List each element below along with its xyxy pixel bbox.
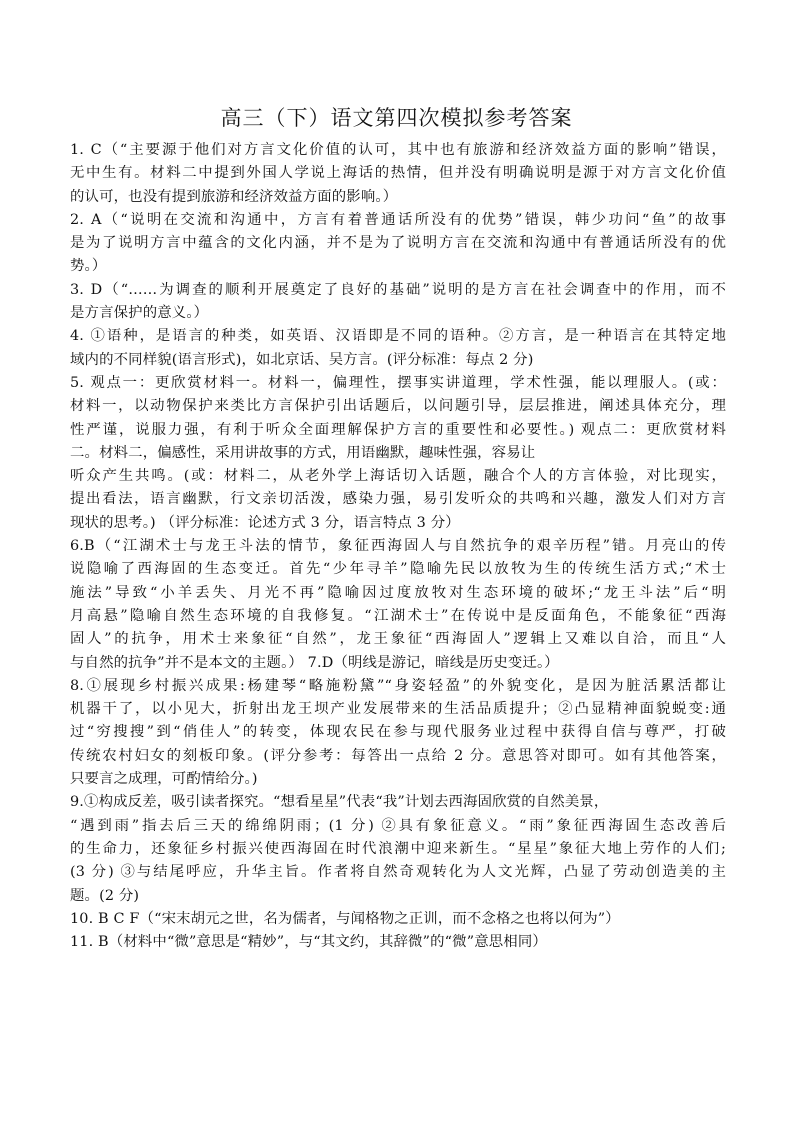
answer-line: 1. C（“主要源于他们对方言文化价值的认可，其中也有旅游和经济效益方面的影响”错误，: [70, 142, 726, 158]
answer-line: 现状的思考。) （评分标准：论述方式 3 分，语言特点 3 分）: [70, 514, 460, 531]
answer-line: 6.B（“江湖术士与龙王斗法的情节，象征西海固人与自然抗争的艰辛历程”错。月亮山的传: [70, 538, 726, 555]
answer-line: 11. B（材料中“微”意思是“精妙”，与“其文约，其辞微”的“微”意思相同）: [70, 934, 547, 951]
answer-line: 机器干了，以小见大，折射出龙王坝产业发展带来的生活品质提升；②凸显精神面貌蜕变:通: [70, 701, 726, 718]
answer-line: 3. D（“……为调查的顺利开展奠定了良好的基础”说明的是方言在社会调查中的作用，而不: [70, 281, 726, 298]
answer-line: 的生命力，还象征乡村振兴使西海固在时代浪潮中迎来新生。“星星”象征大地上劳作的人们;: [70, 840, 726, 857]
answer-line: 材料一，以动物保护来类比方言保护引出话题后，以问题引导，层层推进，阐述具体充分，理: [70, 398, 726, 415]
answer-line: 月高悬”隐喻自然生态环境的自我修复。“江湖术士”在传说中是反面角色，不能象征“西海: [70, 607, 726, 624]
answer-line: 传统农村妇女的刻板印象。(评分参考：每答出一点给 2 分。意思答对即可。如有其他答案，: [70, 747, 726, 764]
answer-line: 与自然的抗争”并不是本文的主题。） 7.D（明线是游记，暗线是历史变迁。）: [70, 654, 559, 671]
answer-body: [70, 139, 726, 954]
answer-line: 施法”导致“小羊丢失、月光不再”隐喻因过度放牧对生态环境的破坏;“龙王斗法”后“明: [70, 584, 726, 601]
answer-line: 2. A（“说明在交流和沟通中，方言有着普通话所没有的优势”错误，韩少功问“鱼”的故事: [70, 211, 726, 228]
answer-line: 只要言之成理，可酌情给分。): [70, 771, 258, 788]
answer-line: 5. 观点一：更欣赏材料一。材料一，偏理性，摆事实讲道理，学术性强，能以理服人。(或：: [70, 374, 726, 391]
answer-line: 说隐喻了西海固的生态变迁。首先“少年寻羊”隐喻先民以放牧为生的传统生活方式;“术士: [70, 561, 726, 578]
answer-line: 域内的不同样貌(语言形式)，如北京话、吴方言。(评分标准：每点 2 分): [70, 351, 534, 368]
answer-line: 提出看法，语言幽默，行文亲切活泼，感染力强，易引发听众的共鸣和兴趣，激发人们对方言: [70, 491, 726, 508]
answer-line: 4. ①语种，是语言的种类，如英语、汉语即是不同的语种。②方言，是一种语言在其特定地: [70, 328, 726, 345]
answer-line: 是为了说明方言中蕴含的文化内涵，并不是为了说明方言在交流和沟通中有普通话所没有的优: [70, 235, 726, 252]
answer-line: 9.①构成反差，吸引读者探究。“想看星星”代表“我”计划去西海固欣赏的自然美景，: [70, 794, 609, 811]
answer-line: 10. B C F（“宋末胡元之世，名为儒者，与闻格物之正训，而不念格之也将以何为”）: [70, 910, 620, 927]
answer-line: 性严谨，说服力强，有利于听众全面理解保护方言的重要性和必要性。) 观点二：更欣赏材料: [70, 421, 726, 438]
answer-line: 固人”的抗争，用术士来象征“自然”，龙王象征“西海固人”逻辑上又难以自洽，而且“人: [70, 631, 726, 648]
document-title: 高三（下）语文第四次模拟参考答案: [220, 106, 573, 130]
answer-line: “遇到雨”指去后三天的绵绵阴雨；(1 分) ②具有象征意义。“雨”象征西海固生态改善后: [70, 817, 726, 834]
answer-line: 听众产生共鸣。(或：材料二，从老外学上海话切入话题，融合个人的方言体验，对比现实，: [70, 468, 726, 485]
answer-line: 过“穷搜搜”到“俏佳人”的转变，体现农民在参与现代服务业过程中获得自信与尊严，打破: [70, 724, 726, 741]
answer-line: 的认可，也没有提到旅游和经济效益方面的影响。）: [70, 188, 398, 205]
answer-line: 无中生有。材料二中提到外国人学说上海话的热情，但并没有明确说明是源于对方言文化价值: [70, 165, 726, 182]
answer-line: 二。材料二，偏感性，采用讲故事的方式，用语幽默，趣味性强，容易让: [70, 444, 536, 461]
answer-line: (3 分) ③与结尾呼应，升华主旨。作者将自然奇观转化为人文光辉，凸显了劳动创造美的主: [70, 864, 726, 881]
answer-line: 8.①展现乡村振兴成果:杨建琴“略施粉黛”“身姿轻盈”的外貌变化，是因为脏活累活都让: [70, 677, 726, 694]
answer-line: 势。）: [70, 258, 107, 275]
answer-line: 是方言保护的意义。）: [70, 305, 209, 322]
answer-line: 题。(2 分): [70, 887, 140, 904]
